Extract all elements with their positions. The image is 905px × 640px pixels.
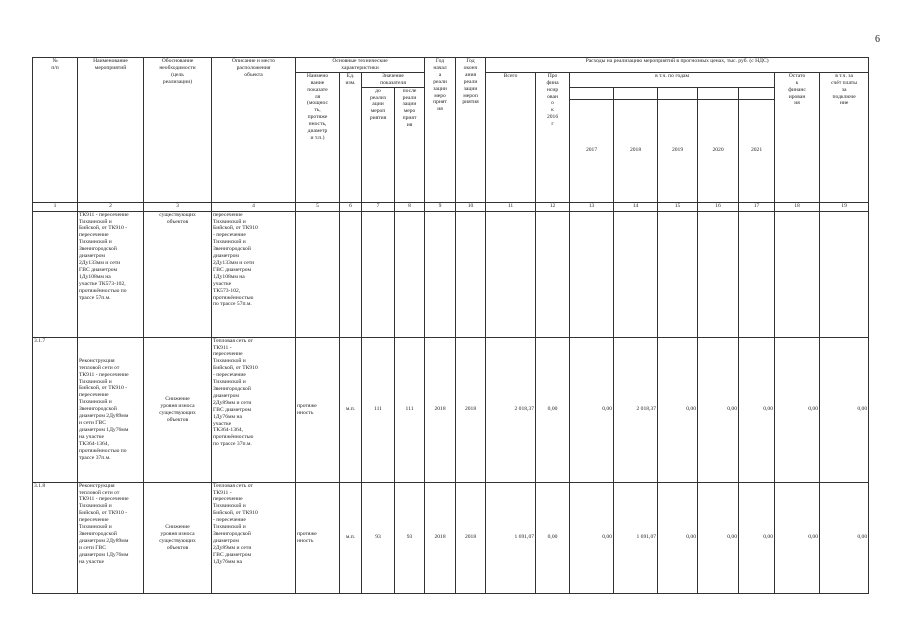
row-unit: м.п. <box>340 482 362 593</box>
row-2017: 0,00 <box>570 482 614 593</box>
row-after <box>395 211 425 337</box>
header-year-2018: 2018 <box>614 99 658 202</box>
column-number: 7 <box>362 202 395 211</box>
row-2019 <box>658 211 698 337</box>
row-before: 93 <box>362 482 395 593</box>
header-by-years: в т.ч. по годам <box>570 72 775 87</box>
row-end: 2018 <box>456 482 486 593</box>
row-total <box>486 211 536 337</box>
row-2020: 0,00 <box>698 337 739 482</box>
row-2021 <box>739 211 775 337</box>
row-before <box>362 211 395 337</box>
column-number: 3 <box>144 202 212 211</box>
header-remaining: Остато к финанс ирован ия <box>775 72 820 202</box>
column-number: 10 <box>456 202 486 211</box>
header-num: № п/п <box>33 58 78 203</box>
investment-table <box>32 57 869 594</box>
row-2020 <box>698 211 739 337</box>
column-number: 2 <box>78 202 144 211</box>
row-end <box>456 211 486 337</box>
row-justification: Снижение уровня износа существующих объектов <box>144 482 212 593</box>
row-tech-name: протяже нность <box>296 482 340 593</box>
row-financed: 0,00 <box>536 337 570 482</box>
row-num <box>33 211 78 337</box>
header-year-2021: 2021 <box>739 99 775 202</box>
column-number: 19 <box>820 202 869 211</box>
row-start <box>425 211 456 337</box>
row-2019: 0,00 <box>658 482 698 593</box>
column-number: 5 <box>296 202 340 211</box>
row-2018: 1 691,07 <box>614 482 658 593</box>
header-description: Описание и место расположения объекта <box>212 58 296 203</box>
row-2019: 0,00 <box>658 337 698 482</box>
column-number: 13 <box>570 202 614 211</box>
row-tech-name: протяже нность <box>296 337 340 482</box>
header-tech: Основные технические характеристики <box>296 58 425 73</box>
column-number-row <box>33 202 869 211</box>
row-remaining: 0,00 <box>775 482 820 593</box>
header-year-start: Год начал а реали зации меро прият ия <box>425 58 456 203</box>
row-num: 3.1.8 <box>33 482 78 593</box>
column-number: 4 <box>212 202 296 211</box>
row-before: 111 <box>362 337 395 482</box>
column-number: 11 <box>486 202 536 211</box>
header-tech-before: до реализ ации мероп риятия <box>362 87 395 202</box>
column-number: 14 <box>614 202 658 211</box>
column-number: 16 <box>698 202 739 211</box>
row-unit <box>340 211 362 337</box>
header-financed: Про фина нсир ован о к 2016 г <box>536 72 570 202</box>
header-name: Наименование мероприятий <box>78 58 144 203</box>
header-tech-name: Наимено вание показате ля (мощнос ть, протяже нность, диаметр и т.п.) <box>296 72 340 202</box>
column-number: 6 <box>340 202 362 211</box>
page-number: 6 <box>875 34 880 45</box>
row-start: 2018 <box>425 482 456 593</box>
header-tech-unit: Ед. изм. <box>340 72 362 202</box>
table-row <box>33 337 869 482</box>
row-financed: 0,00 <box>536 482 570 593</box>
header-year-end: Год оконч ания реали зации мероп риятия <box>456 58 486 203</box>
header-costs: Расходы на реализацию мероприятий в прогнозных ценах, тыс. руб. (с НДС) <box>486 58 869 73</box>
row-justification: существующих объектов <box>144 211 212 337</box>
row-2017 <box>570 211 614 337</box>
header-tech-after: после реали зации меро прият ия <box>395 87 425 202</box>
column-number: 12 <box>536 202 570 211</box>
row-financed <box>536 211 570 337</box>
row-name: ТК911 - пересечение Тихвинской и Бийской, от ТК910 - пересечение Тихвинской и Звенигородской диаметром 2Ду133мм и сети ГВС диаметром 1Ду108мм на участке ТК573-102, протяжённостью по трассе 57п.м. <box>78 211 144 337</box>
row-start: 2018 <box>425 337 456 482</box>
row-description: Тепловая сеть от ТК911 - пересечение Тихвинской и Бийской, от ТК910 - пересечение Тихвинской и Звенигородской диаметром 2Ду89мм и сети ГВС диаметром 1Ду76мм на участке ТК364-1364, протяжённостью по трассе 37п.м. <box>212 337 296 482</box>
row-2017: 0,00 <box>570 337 614 482</box>
row-after: 93 <box>395 482 425 593</box>
row-2018: 2 018,37 <box>614 337 658 482</box>
row-2018 <box>614 211 658 337</box>
row-2021: 0,00 <box>739 337 775 482</box>
row-tech-name <box>296 211 340 337</box>
header-year-2020: 2020 <box>698 99 739 202</box>
row-name: Реконструкция тепловой сети от ТК911 - пересечение Тихвинской и Бийской, от ТК910 - пересечение Тихвинской и Звенигородской диаметром 2Ду89мм и сети ГВС диаметром 1Ду76мм на участке ТК364-1364, протяжённостью по трассе 37п.м. <box>78 337 144 482</box>
header-incl-payment: в т.ч. за счёт платы за подключе ние <box>820 72 869 202</box>
column-number: 1 <box>33 202 78 211</box>
table-row <box>33 482 869 593</box>
row-total: 2 018,37 <box>486 337 536 482</box>
row-incl-payment <box>820 211 869 337</box>
row-name: Реконструкция тепловой сети от ТК911 - пересечение Тихвинской и Бийской, от ТК910 - пересечение Тихвинской и Звенигородской диаметром 2Ду89мм и сети ГВС диаметром 1Ду76мм на участке <box>78 482 144 593</box>
header-justification: Обоснование необходимости (цель реализации) <box>144 58 212 203</box>
table-row <box>33 211 869 337</box>
header-tech-value: Значение показателя <box>362 72 425 87</box>
row-incl-payment: 0,00 <box>820 337 869 482</box>
header-year-2019: 2019 <box>658 99 698 202</box>
column-number: 8 <box>395 202 425 211</box>
row-description: Тепловая сеть от ТК911 - пересечение Тихвинской и Бийской, от ТК910 - пересечение Тихвинской и Звенигородской диаметром 2Ду89мм и сети ГВС диаметром 1Ду76мм на <box>212 482 296 593</box>
row-num: 3.1.7 <box>33 337 78 482</box>
row-total: 1 691,07 <box>486 482 536 593</box>
row-description: пересечение Тихвинской и Бийской, от ТК910 - пересечение Тихвинской и Звенигородской диаметром 2Ду133мм и сети ГВС диаметром 1Ду108мм на участке ТК573-102, протяжённостью по трассе 57п.м. <box>212 211 296 337</box>
row-2021: 0,00 <box>739 482 775 593</box>
column-number: 9 <box>425 202 456 211</box>
row-2020: 0,00 <box>698 482 739 593</box>
row-incl-payment: 0,00 <box>820 482 869 593</box>
row-end: 2018 <box>456 337 486 482</box>
column-number: 18 <box>775 202 820 211</box>
row-unit: м.п. <box>340 337 362 482</box>
row-remaining: 0,00 <box>775 337 820 482</box>
header-total: Всего <box>486 72 536 202</box>
row-after: 111 <box>395 337 425 482</box>
column-number: 15 <box>658 202 698 211</box>
row-remaining <box>775 211 820 337</box>
header-year-2017: 2017 <box>570 99 614 202</box>
row-justification: Снижение уровня износа существующих объектов <box>144 337 212 482</box>
column-number: 17 <box>739 202 775 211</box>
